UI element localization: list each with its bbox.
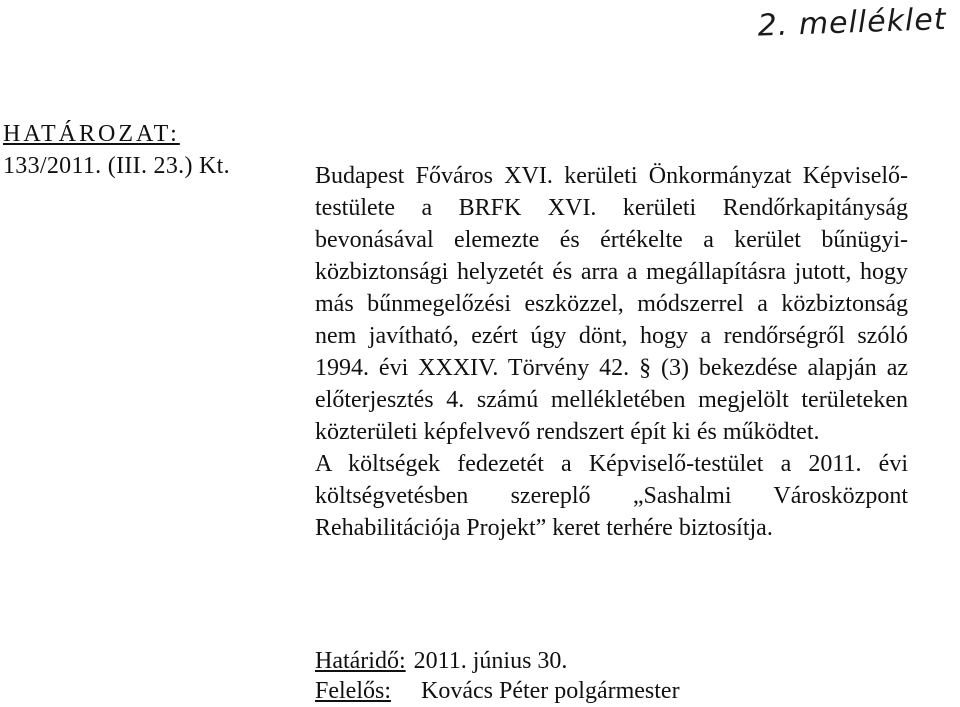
deadline-value: 2011. június 30. [413,648,568,674]
resolution-body [315,160,908,544]
deadline-label: Határidő: [315,648,406,674]
resolution-heading: HATÁROZAT: [3,121,180,147]
resolution-paragraph-1: Budapest Főváros XVI. kerületi Önkormányzat Képviselő-testülete a BRFK XVI. kerületi Rendőrkapitányság bevonásával elemezte és értékelte a kerület bűnügyi-közbiztonsági helyzetét és arra a megállapításra jutott, hogy más bűnmegelőzési eszközzel, módszerrel a közbiztonság nem javítható, ezért úgy dönt, hogy a rendőrségről szóló 1994. évi XXXIV. Törvény 42. § (3) bekezdése alapján az előterjesztés 4. számú mellékletében megjelölt területeken közterületi képfelvevő rendszert épít ki és működtet. [315,163,908,445]
resolution-footer [315,646,680,706]
resolution-reference: 133/2011. (III. 23.) Kt. [3,153,230,179]
resolution-paragraph-2: A költségek fedezetét a Képviselő-testület a 2011. évi költségvetésben szereplő „Sashalmi Városközpont Rehabilitációja Projekt” keret terhére biztosítja. [315,451,908,541]
responsible-row [315,676,680,706]
annex-handwritten-note: 2. melléklet [757,2,948,44]
responsible-label: Felelős: [315,678,391,704]
deadline-row [315,646,680,676]
responsible-value: Kovács Péter polgármester [421,678,680,704]
resolution-header [3,118,293,182]
